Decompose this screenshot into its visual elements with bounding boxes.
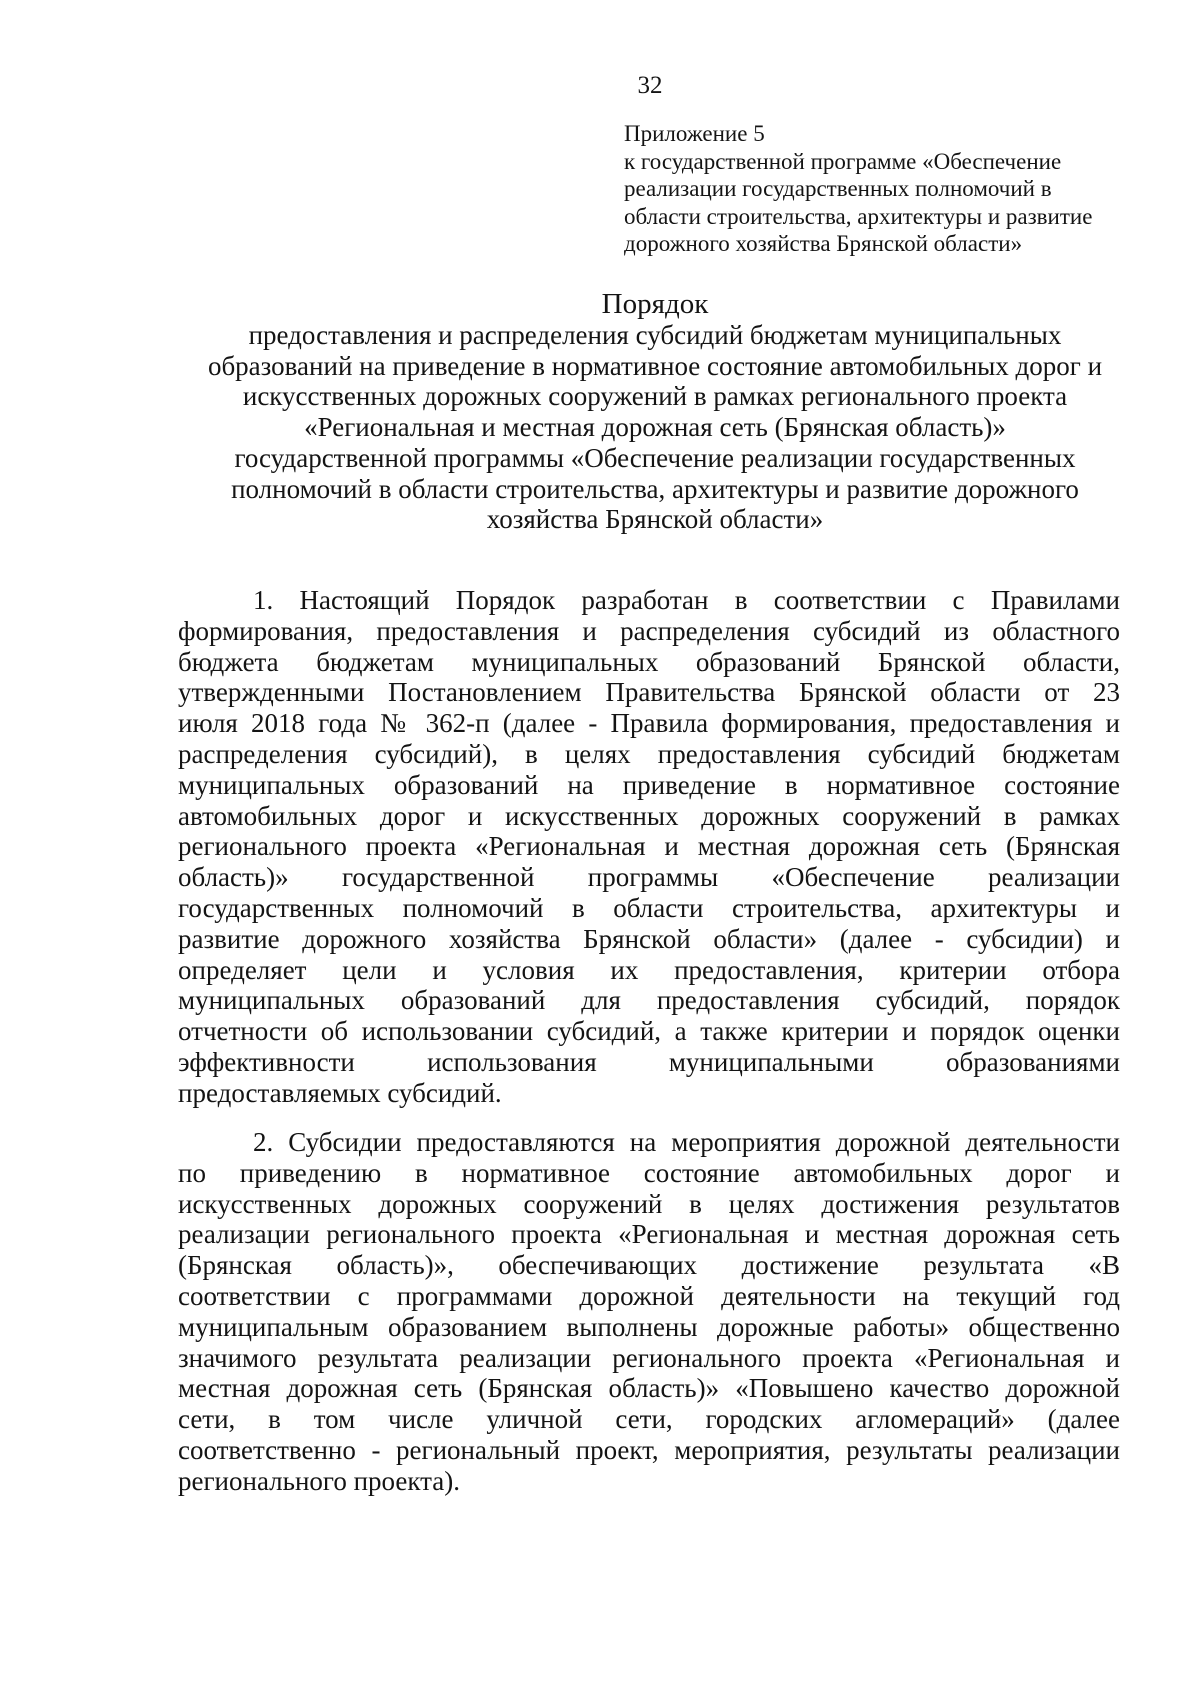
paragraph-line: муниципальных образований для предоставления субсидий, порядок [178,985,1120,1016]
paragraph-1 [178,585,1120,1109]
title-line: «Региональная и местная дорожная сеть (Брянская область)» [304,412,1006,443]
title-line: хозяйства Брянской области» [486,504,824,535]
paragraph-line: государственных полномочий в области строительства, архитектуры и [178,892,1120,923]
title-line: полномочий в области строительства, архитектуры и развитие дорожного [231,473,1079,504]
paragraph-line: муниципальным образованием выполнены дорожные работы» общественно [178,1311,1120,1342]
paragraph-line: отчетности об использовании субсидий, а также критерии и порядок оценки [178,1016,1120,1047]
paragraph-line: июля 2018 года № 362-п (далее - Правила формирования, предоставления и [178,708,1120,739]
paragraph-line: определяет цели и условия их предоставления, критерии отбора [178,954,1120,985]
paragraph-line: 1. Настоящий Порядок разработан в соответствии с Правилами [253,585,1120,615]
paragraph-line: бюджета бюджетам муниципальных образований Брянской области, [178,646,1120,677]
paragraph-line: развитие дорожного хозяйства Брянской области» (далее - субсидии) и [178,923,1120,954]
paragraph-line: предоставляемых субсидий. [178,1077,502,1108]
paragraph-line: реализации регионального проекта «Региональная и местная дорожная сеть [178,1219,1120,1250]
paragraph-2 [178,1127,1120,1497]
title-main: Порядок [601,288,709,320]
appendix-line: Приложение 5 [624,121,765,146]
paragraph-line: муниципальных образований на приведение в нормативное состояние [178,769,1120,800]
paragraph-line: эффективности использования муниципальными образованиями [178,1046,1120,1077]
paragraph-line: регионального проекта «Региональная и местная дорожная сеть (Брянская [178,831,1120,862]
appendix-line: дорожного хозяйства Брянской области» [624,231,1023,256]
appendix-header [624,120,1184,258]
document-title [140,288,1170,535]
paragraph-line: искусственных дорожных сооружений в целях достижения результатов [178,1188,1120,1219]
page-number: 32 [637,72,663,99]
appendix-line: к государственной программе «Обеспечение [624,148,1062,174]
paragraph-line: 2. Субсидии предоставляются на мероприятия дорожной деятельности [253,1127,1120,1157]
paragraph-line: формирования, предоставления и распределения субсидий из областного [178,615,1120,646]
paragraph-line: утвержденными Постановлением Правительства Брянской области от 23 [178,677,1120,708]
appendix-line: реализации государственных полномочий в [624,176,1052,201]
title-line: искусственных дорожных сооружений в рамках регионального проекта [242,381,1068,412]
paragraph-line: (Брянская область)», обеспечивающих достижение результата «В [178,1250,1120,1281]
paragraph-line: распределения субсидий), в целях предоставления субсидий бюджетам [178,738,1120,769]
appendix-line: области строительства, архитектуры и развитие [624,203,1093,229]
paragraph-line: соответственно - региональный проект, мероприятия, результаты реализации [178,1434,1120,1465]
paragraph-line: сети, в том числе уличной сети, городских агломераций» (далее [178,1404,1120,1435]
title-line: образований на приведение в нормативное состояние автомобильных дорог и [207,350,1103,381]
paragraph-line: по приведению в нормативное состояние автомобильных дорог и [178,1157,1120,1188]
paragraph-line: область)» государственной программы «Обеспечение реализации [178,862,1120,893]
title-line: предоставления и распределения субсидий бюджетам муниципальных [248,320,1062,350]
paragraph-line: значимого результата реализации регионального проекта «Региональная и [178,1342,1120,1373]
paragraph-line: местная дорожная сеть (Брянская область)» «Повышено качество дорожной [178,1373,1120,1404]
title-line: государственной программы «Обеспечение реализации государственных [234,442,1076,473]
paragraph-line: автомобильных дорог и искусственных дорожных сооружений в рамках [178,800,1120,831]
paragraph-line: соответствии с программами дорожной деятельности на текущий год [178,1280,1120,1311]
paragraph-line: регионального проекта). [178,1465,460,1496]
